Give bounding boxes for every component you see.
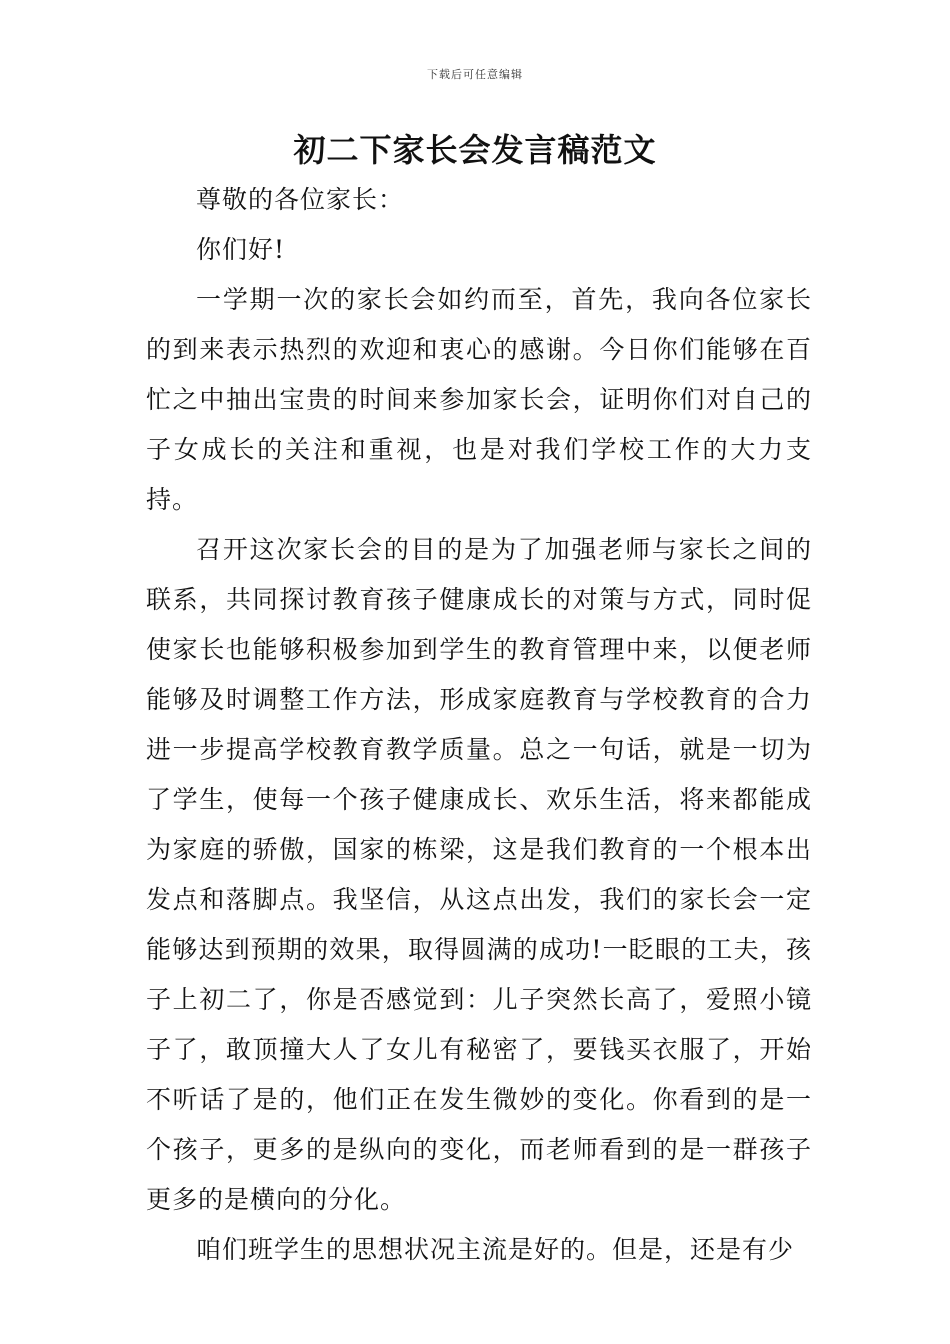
document-title: 初二下家长会发言稿范文 xyxy=(293,131,657,169)
header-note: 下载后可任意编辑 xyxy=(427,68,523,81)
body-paragraph: 召开这次家长会的目的是为了加强老师与家长之间的联系，共同探讨教育孩子健康成长的对策与方式，同时促使家长也能够积极参加到学生的教育管理中来，以便老师能够及时调整工作方法，形成家庭教育与学校教育的合力进一步提高学校教育教学质量。总之一句话，就是一切为了学生，使每一个孩子健康成长、欢乐生活，将来都能成为家庭的骄傲，国家的栋梁，这是我们教育的一个根本出发点和落脚点。我坚信，从这点出发，我们的家长会一定能够达到预期的效果，取得圆满的成功!一眨眼的工夫，孩子上初二了，你是否感觉到：儿子突然长高了，爱照小镜子了，敢顶撞大人了女儿有秘密了，要钱买衣服了，开始不听话了是的，他们正在发生微妙的变化。你看到的是一个孩子，更多的是纵向的变化，而老师看到的是一群孩子更多的是横向的分化。 xyxy=(146,535,812,1214)
body-paragraph: 一学期一次的家长会如约而至，首先，我向各位家长的到来表示热烈的欢迎和衷心的感谢。今日你们能够在百忙之中抽出宝贵的时间来参加家长会，证明你们对自己的子女成长的关注和重视，也是对我们学校工作的大力支持。 xyxy=(146,285,812,514)
salutation: 尊敬的各位家长： xyxy=(196,185,405,214)
body-paragraph: 咱们班学生的思想状况主流是好的。但是，还是有少 xyxy=(196,1235,795,1264)
greeting: 你们好! xyxy=(196,235,286,264)
document-body xyxy=(146,175,812,1275)
